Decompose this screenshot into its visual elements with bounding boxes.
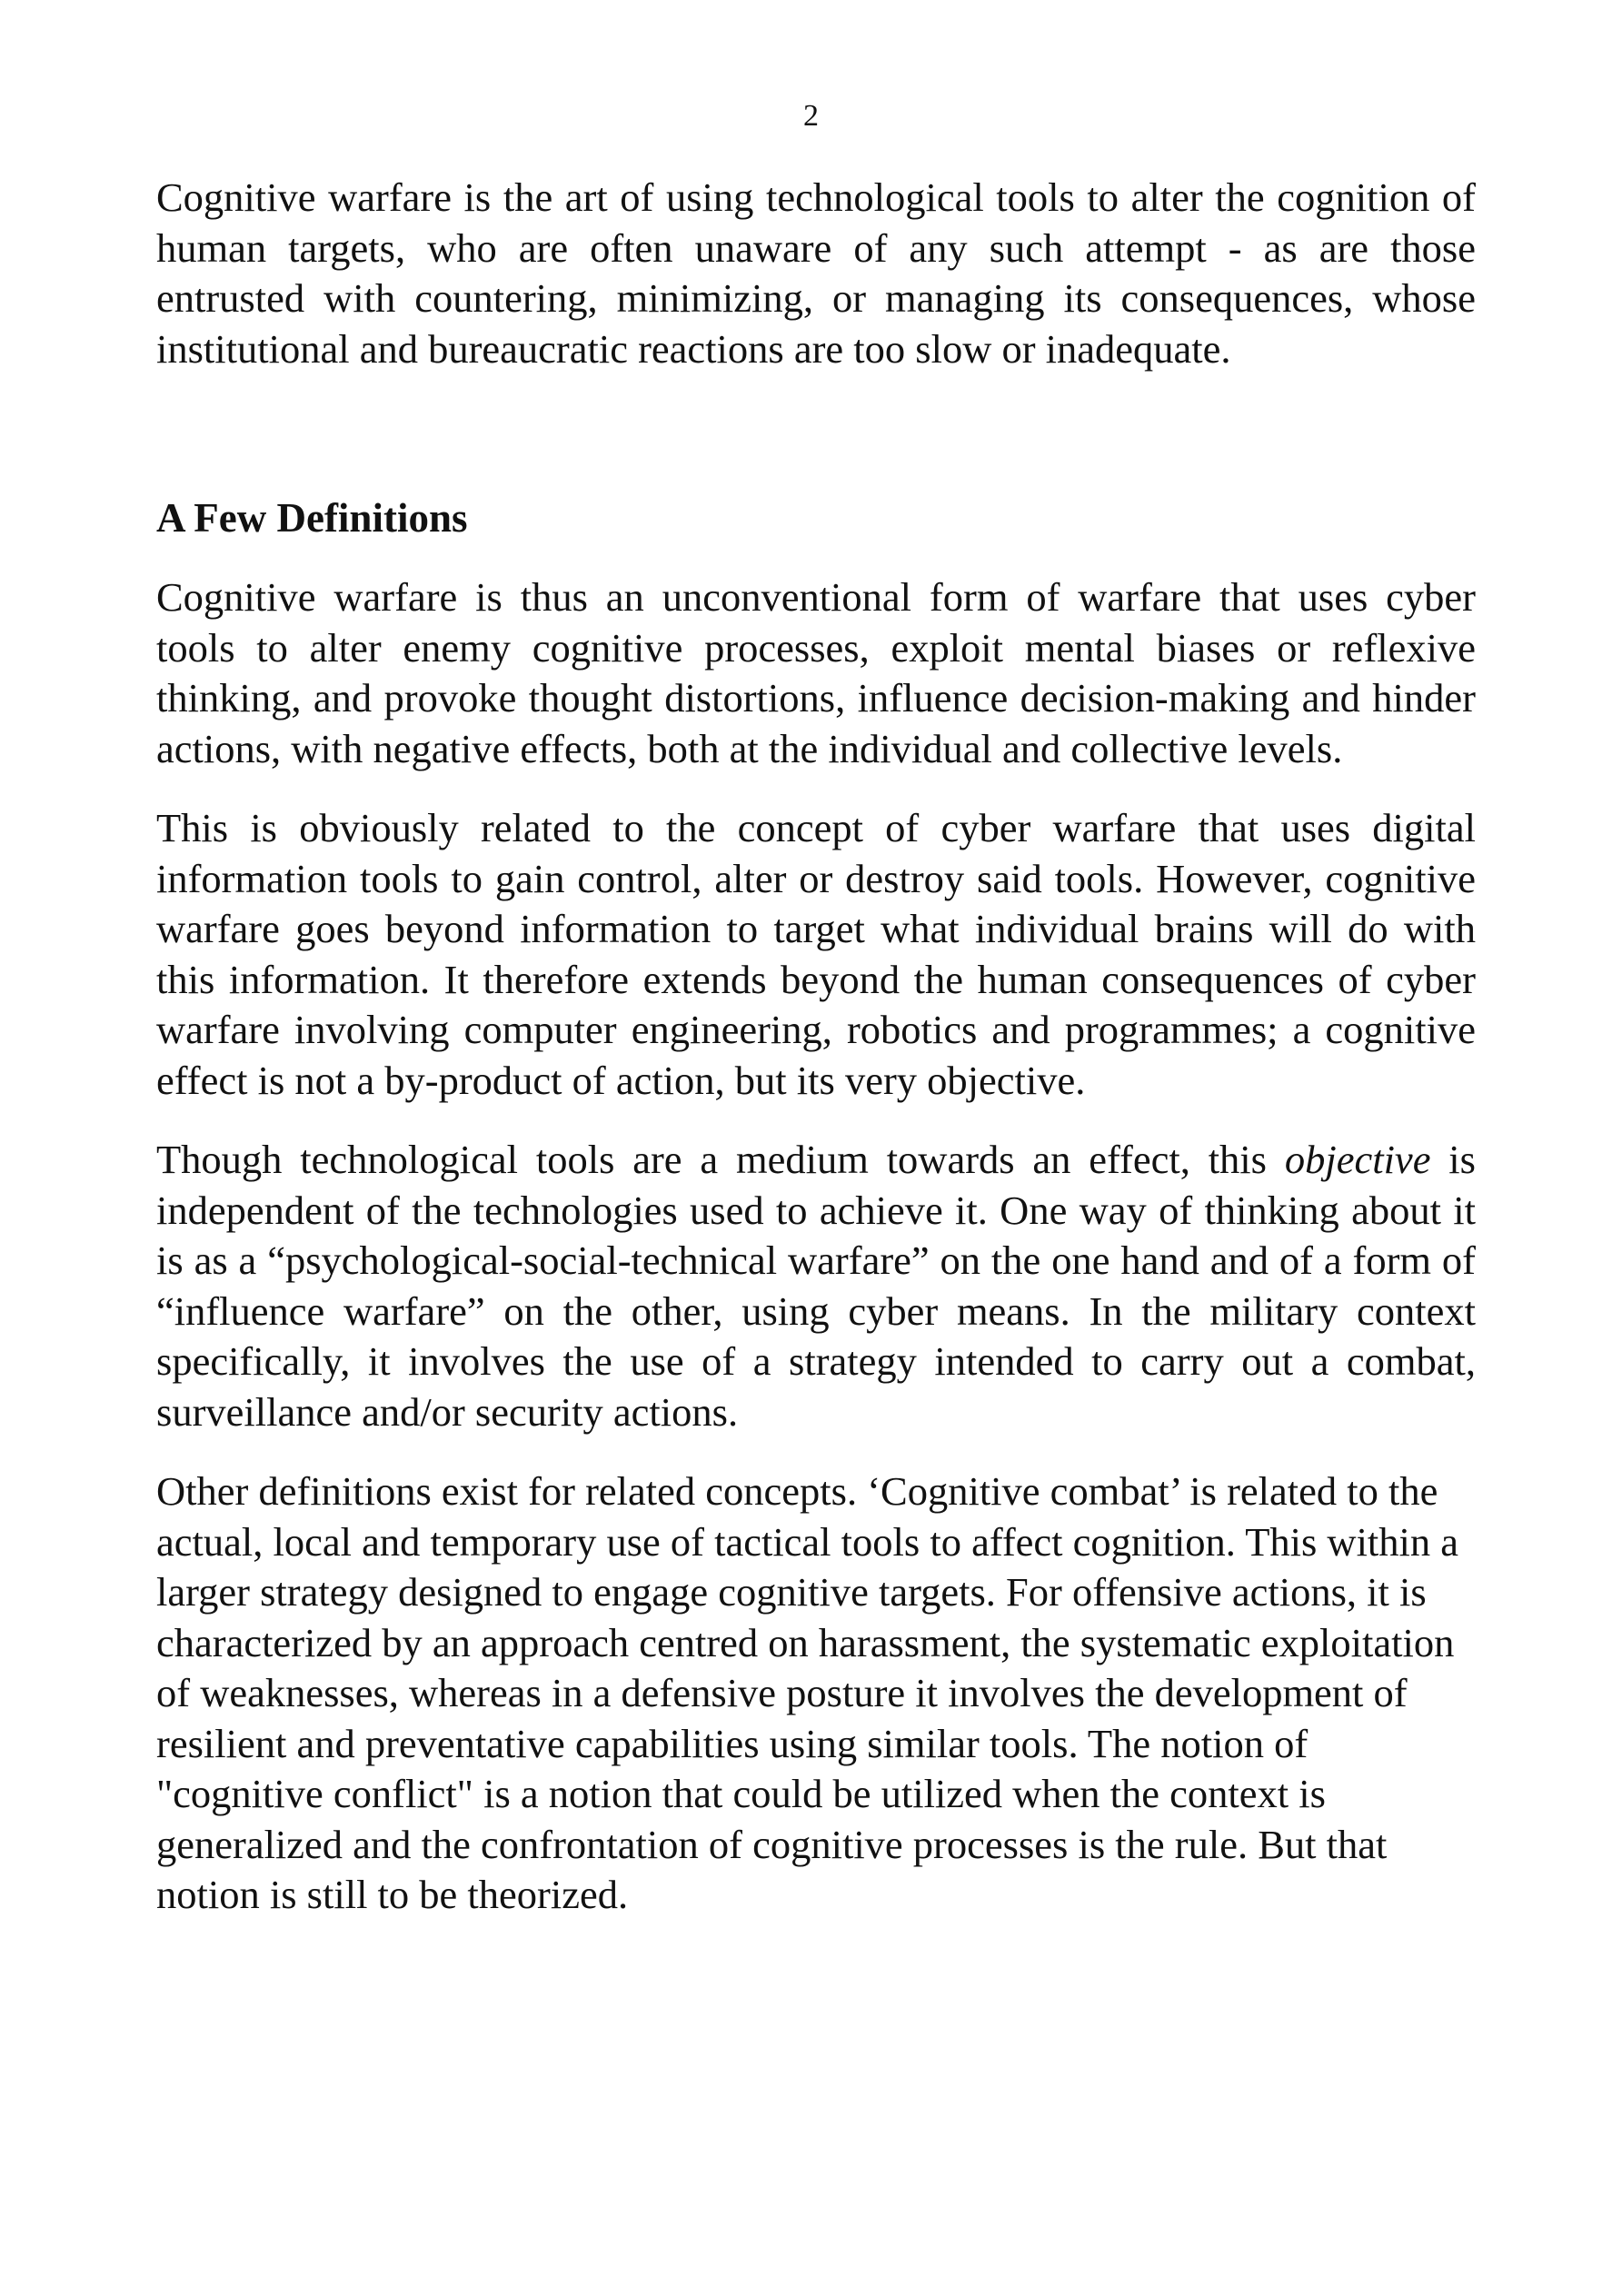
page-number: 2	[803, 99, 819, 133]
objective-paragraph	[156, 1135, 1476, 1437]
section-heading: A Few Definitions	[156, 495, 468, 541]
page-body	[156, 173, 1476, 1921]
objective-paragraph-text-after: is independent of the technologies used to achieve it. One way of thinking about it is as a “psychological-social-technical warfare” on the one hand and of a form of “influence warfare” on the other, using cyber means. In the military context specifically, it involves the use of a strategy intended to carry out a combat, surveillance and/or security actions.	[156, 1137, 1476, 1435]
cyber-warfare-paragraph: This is obviously related to the concept of cyber warfare that uses digital information tools to gain control, alter or destroy said tools. However, cognitive warfare goes beyond information to target what individual brains will do with this information. It therefore extends beyond the human consequences of cyber warfare involving computer engineering, robotics and programmes; a cognitive effect is not a by-product of action, but its very objective.	[156, 805, 1476, 1103]
related-concepts-paragraph: Other definitions exist for related concepts. ‘Cognitive combat’ is related to the actual, local and temporary use of tactical tools to affect cognition. This within a larger strategy designed to engage cognitive targets. For offensive actions, it is characterized by an approach centred on harassment, the systematic exploitation of weaknesses, whereas in a defensive posture it involves the development of resilient and preventative capabilities using similar tools. The notion of "cognitive conflict" is a notion that could be utilized when the context is generalized and the confrontation of cognitive processes is the rule. But that notion is still to be theorized.	[156, 1468, 1459, 1917]
definition-paragraph: Cognitive warfare is thus an unconventional form of warfare that uses cyber tools to alter enemy cognitive processes, exploit mental biases or reflexive thinking, and provoke thought distortions, influence decision-making and hinder actions, with negative effects, both at the individual and collective levels.	[156, 574, 1476, 771]
objective-emphasis: objective	[1284, 1137, 1431, 1182]
objective-paragraph-text-before: Though technological tools are a medium towards an effect, this	[156, 1137, 1285, 1182]
intro-paragraph: Cognitive warfare is the art of using technological tools to alter the cognition of human targets, who are often unaware of any such attempt - as are those entrusted with countering, minimizing, or managing its consequences, whose institutional and bureaucratic reactions are too slow or inadequate.	[156, 174, 1476, 372]
